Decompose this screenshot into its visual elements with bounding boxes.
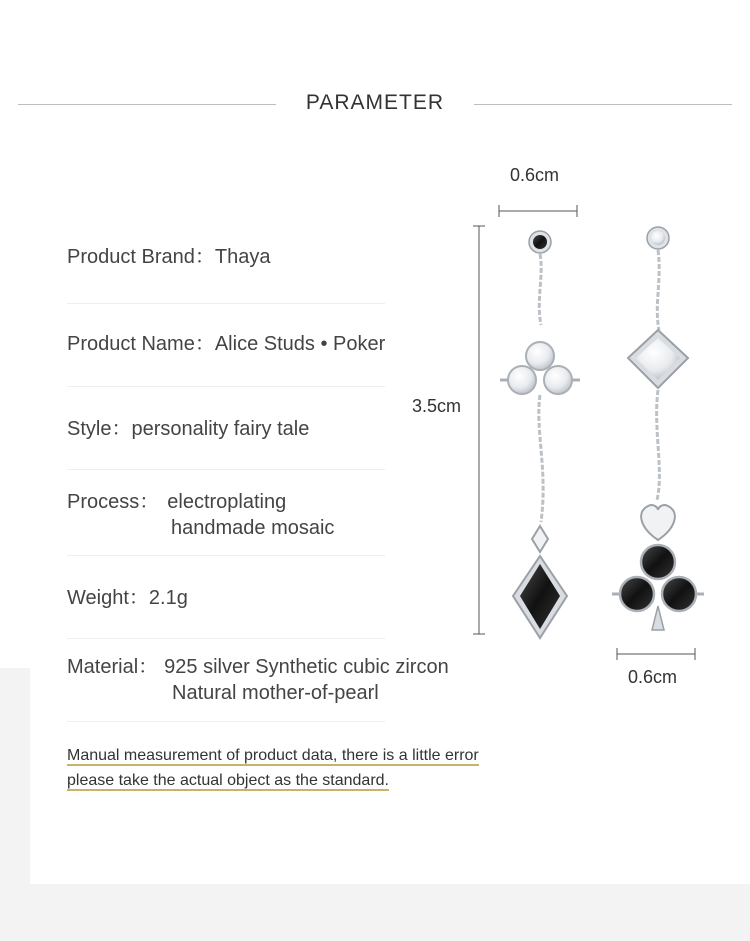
dimension-line-top — [499, 205, 577, 217]
param-value: Alice Studs • Poker — [214, 333, 386, 355]
param-value: electroplating — [167, 491, 287, 513]
param-value-2: Natural mother-of-pearl — [172, 682, 379, 704]
param-value: 925 silver Synthetic cubic zircon — [164, 656, 449, 678]
dimension-line-height — [473, 226, 485, 634]
diamond-charm-clear — [628, 330, 688, 388]
param-label: Material： — [67, 656, 159, 678]
dimension-bottom-width: 0.6cm — [628, 667, 678, 687]
param-label: Product Name： — [67, 333, 215, 355]
dimension-height: 3.5cm — [412, 396, 462, 416]
param-value: 2.1g — [148, 587, 188, 609]
param-value-2: handmade mosaic — [171, 517, 335, 539]
param-label: Process： — [67, 491, 160, 513]
param-value: Thaya — [214, 246, 271, 268]
dimension-top-width: 0.6cm — [510, 165, 560, 185]
param-label: Product Brand： — [67, 246, 215, 268]
right-earring — [612, 227, 704, 630]
left-earring — [500, 231, 580, 638]
note-text: Manual measurement of product data, there is a little error — [67, 747, 479, 764]
section-title: PARAMETER — [305, 91, 445, 114]
dimension-line-bottom — [617, 648, 695, 660]
note-text: please take the actual object as the standard. — [67, 772, 389, 789]
diamond-charm-black — [513, 556, 567, 638]
param-label: Weight： — [67, 587, 149, 609]
club-charm-black — [612, 545, 704, 630]
club-charm-clear — [500, 342, 580, 394]
param-value: personality fairy tale — [131, 418, 310, 440]
param-label: Style： — [67, 418, 132, 440]
